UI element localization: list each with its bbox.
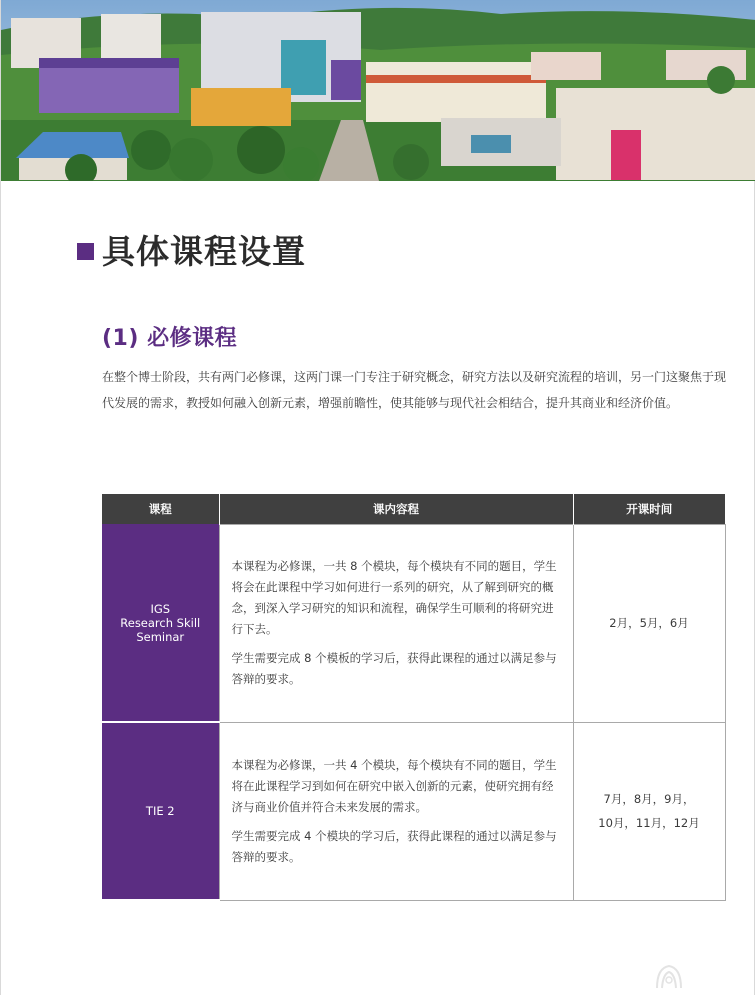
course-content-paragraph: 学生需要完成 8 个模板的学习后，获得此课程的通过以满足参与答辩的要求。: [231, 651, 557, 686]
header-time: 开课时间: [573, 494, 725, 524]
campus-photo-illustration: [1, 0, 755, 181]
campus-photo: [1, 0, 755, 181]
course-time-line: 2月，5月，6月: [609, 616, 689, 630]
faint-logo-icon: [651, 960, 687, 992]
course-content-paragraph: 学生需要完成 4 个模块的学习后，获得此课程的通过以满足参与答辩的要求。: [231, 828, 557, 864]
section-title: [77, 226, 306, 272]
course-content-cell: [219, 524, 573, 722]
course-time-cell: [573, 722, 725, 900]
page-title: 具体课程设置: [102, 231, 306, 271]
sub-title: (1) 必修课程: [102, 326, 238, 351]
course-name-cell: [102, 722, 219, 900]
course-name-cell: [102, 524, 219, 722]
table-row: [102, 524, 725, 722]
course-content-paragraph: 本课程为必修课，一共 8 个模块，每个模块有不同的题目，学生将会在此课程中学习如何进行一系列的研究，从了解到研究的概念，到深入学习研究的知识和流程，确保学生可顺利的将研究进行下去。: [231, 559, 557, 636]
header-content: 课内容程: [219, 494, 573, 524]
header-course: 课程: [102, 494, 219, 524]
course-name-line: Seminar: [136, 629, 185, 644]
course-name-line: IGS: [150, 601, 171, 616]
intro-paragraph: 在整个博士阶段，共有两门必修课，这两门课一门专注于研究概念，研究方法以及研究流程的培训，另一门这聚焦于现代发展的需求，教授如何融入创新元素，增强前瞻性，使其能够与现代社会相结合，提升其商业和经济价值。: [102, 370, 727, 410]
course-time-cell: [573, 524, 725, 722]
table-row: [102, 722, 725, 900]
course-name-line: TIE 2: [145, 804, 175, 818]
course-table: [102, 494, 726, 901]
course-name-line: Research Skill: [120, 615, 201, 630]
course-content-paragraph: 本课程为必修课，一共 4 个模块，每个模块有不同的题目，学生将在此课程学习到如何在研究中嵌入创新的元素，使研究拥有经济与商业价值并符合未来发展的需求。: [231, 757, 557, 814]
course-content-cell: [219, 722, 573, 900]
table-header-row: [102, 494, 725, 524]
title-bullet-square: [77, 243, 94, 260]
course-time-line: 7月，8月，9月，: [603, 792, 695, 806]
course-time-line: 10月，11月，12月: [598, 816, 700, 830]
